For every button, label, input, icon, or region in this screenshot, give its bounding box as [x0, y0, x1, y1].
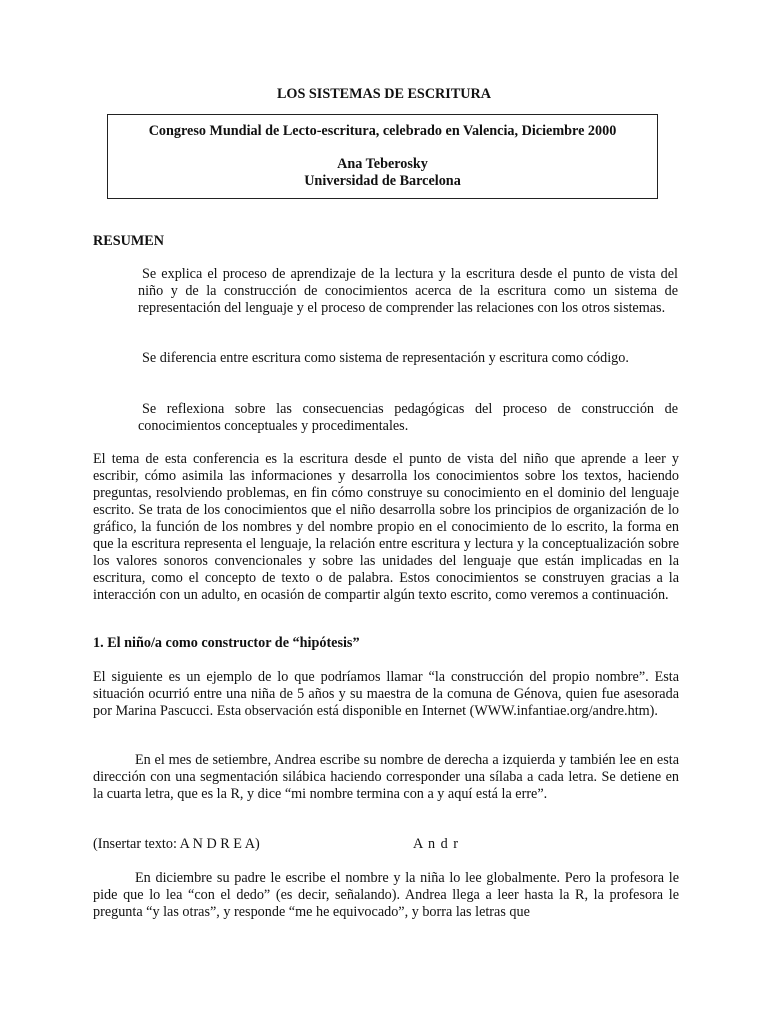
section-1-heading: 1. El niño/a como constructor de “hipótesis” [93, 635, 360, 651]
resumen-paragraph-2: Se diferencia entre escritura como sistema de representación y escritura como código. [142, 350, 629, 366]
insert-text-label: (Insertar texto: A N D R E A) [93, 836, 260, 852]
resumen-paragraph-3: Se reflexiona sobre las consecuencias pedagógicas del proceso de construcción de conocimientos conceptuales y procedimentales. [138, 401, 678, 434]
author-name: Ana Teberosky [337, 156, 428, 172]
section-1-paragraph-3: En diciembre su padre le escribe el nombre y la niña lo lee globalmente. Pero la profesora le pide que lo lea “con el dedo” (es decir, señalando). Andrea llega a leer hasta la R, la profesora le pregunta “y las otras”, y responde “me he equivocado”, y borra las letras que [93, 870, 679, 920]
author-affiliation: Universidad de Barcelona [304, 173, 461, 189]
resumen-heading: RESUMEN [93, 233, 164, 249]
intro-paragraph: El tema de esta conferencia es la escritura desde el punto de vista del niño que aprende a leer y escribir, cómo asimila las informaciones y desarrolla los conocimientos sobre los textos, haciendo preguntas, resolviendo problemas, en fin cómo construye su conocimiento en el dominio del lenguaje escrito. Se trata de los conocimientos que el niño desarrolla sobre los principios de organización de lo gráfico, la función de los nombres y del nombre propio en el conocimiento de lo escrito, la forma en que la escritura representa el lenguaje, la relación entre escritura y lectura y la conceptualización sobre los valores sonoros convencionales y sobre las unidades del lenguaje que están implicadas en la escritura, como el concepto de texto o de palabra. Estos conocimientos se construyen gracias a la interacción con un adulto, en ocasión de compartir algún texto escrito, como veremos a continuación. [93, 451, 679, 603]
insert-text-row [93, 836, 679, 853]
resumen-paragraph-1: Se explica el proceso de aprendizaje de la lectura y la escritura desde el punto de vista del niño y de la construcción de conocimientos acerca de la escritura como un sistema de representación del lenguaje y el proceso de comprender las relaciones con los otros sistemas. [138, 266, 678, 316]
section-1-paragraph-1: El siguiente es un ejemplo de lo que podríamos llamar “la construcción del propio nombre”. Esta situación ocurrió entre una niña de 5 años y su maestra de la comuna de Génova, quien fue asesorada por Marina Pascucci. Esta observación está disponible en Internet (WWW.infantiae.org/andre.htm). [93, 669, 679, 719]
insert-text-value: A n d r [413, 836, 460, 852]
document-title: LOS SISTEMAS DE ESCRITURA [276, 86, 492, 102]
section-1-paragraph-2: En el mes de setiembre, Andrea escribe su nombre de derecha a izquierda y también lee en esta dirección con una segmentación silábica haciendo corresponder una sílaba a cada letra. Se detiene en la cuarta letra, que es la R, y dice “mi nombre termina con a y aquí está la erre”. [93, 752, 679, 802]
header-box [107, 114, 658, 199]
conference-line: Congreso Mundial de Lecto-escritura, celebrado en Valencia, Diciembre 2000 [148, 123, 617, 139]
